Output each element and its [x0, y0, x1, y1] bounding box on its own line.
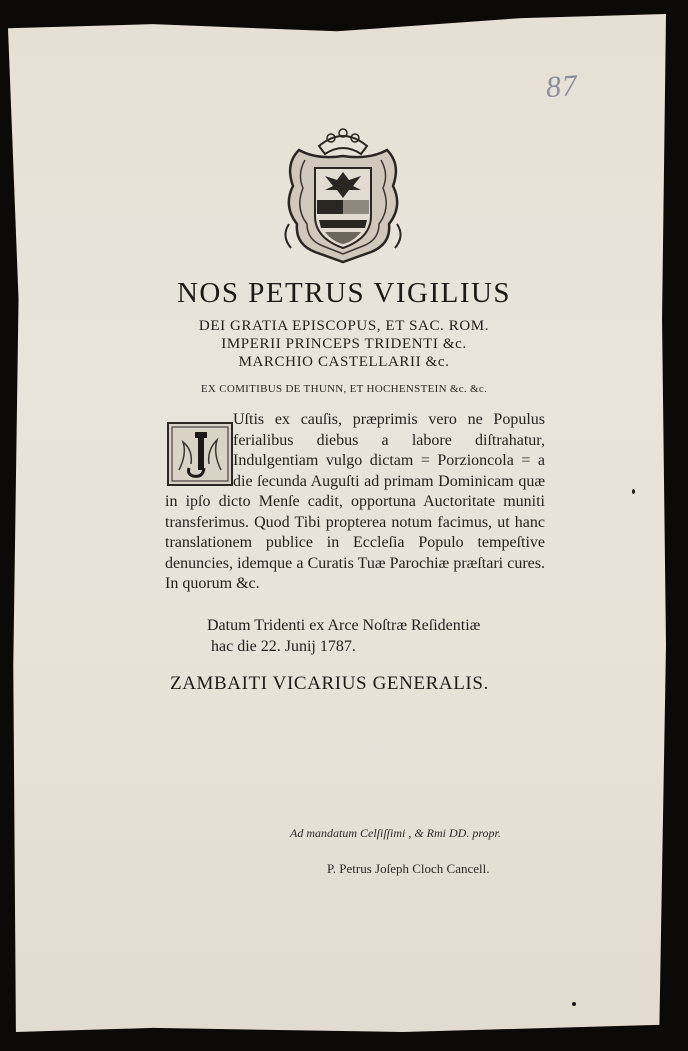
datum-line-2: hac die 22. Junij 1787. — [211, 637, 356, 655]
chancellor-line: P. Petrus Joſeph Cloch Cancell. — [327, 861, 490, 876]
document-title: NOS PETRUS VIGILIUS — [176, 277, 512, 309]
coat-of-arms-icon — [279, 124, 407, 264]
heading-line-2: IMPERII PRINCEPS TRIDENTI &c. — [221, 336, 467, 352]
heading-line-1: DEI GRATIA EPISCOPUS, ET SAC. ROM. — [198, 318, 490, 334]
ink-speck — [572, 1002, 576, 1006]
dating-clause — [207, 616, 557, 657]
body-text: Uſtis ex cauſis, præprimis vero ne Populus ferialibus diebus a labore diſtrahatur, Indulgentiam vulgo dictam = Porzioncola = a die ſecunda Auguſti ad primam Dominicam quæ in ipſo dicto Menſe cadit, opportuna Auctoritate muniti transferimus. Quod Tibi propterea notum facimus, ut hanc translationem publice in Eccleſia Populo tempeſtive denuncies, idemque a Curatis Tuæ Parochiæ præſtari cures. In quorum &c. — [165, 411, 545, 592]
ink-speck — [632, 489, 635, 494]
folio-number: 87 — [544, 68, 580, 105]
heading-line-3: MARCHIO CASTELLARII &c. — [238, 354, 450, 370]
mandate-line: Ad mandatum Celſiſſimi , & Rmi DD. propr. — [290, 826, 501, 840]
body-paragraph — [165, 410, 545, 595]
signer: ZAMBAITI VICARIUS GENERALIS. — [170, 673, 489, 694]
counts-line: EX COMITIBUS DE THUNN, ET HOCHENSTEIN &c. &c. — [200, 383, 488, 395]
initial-space — [165, 410, 233, 472]
datum-line-1: Datum Tridenti ex Arce Noſtræ Reſidentiæ — [207, 617, 481, 634]
